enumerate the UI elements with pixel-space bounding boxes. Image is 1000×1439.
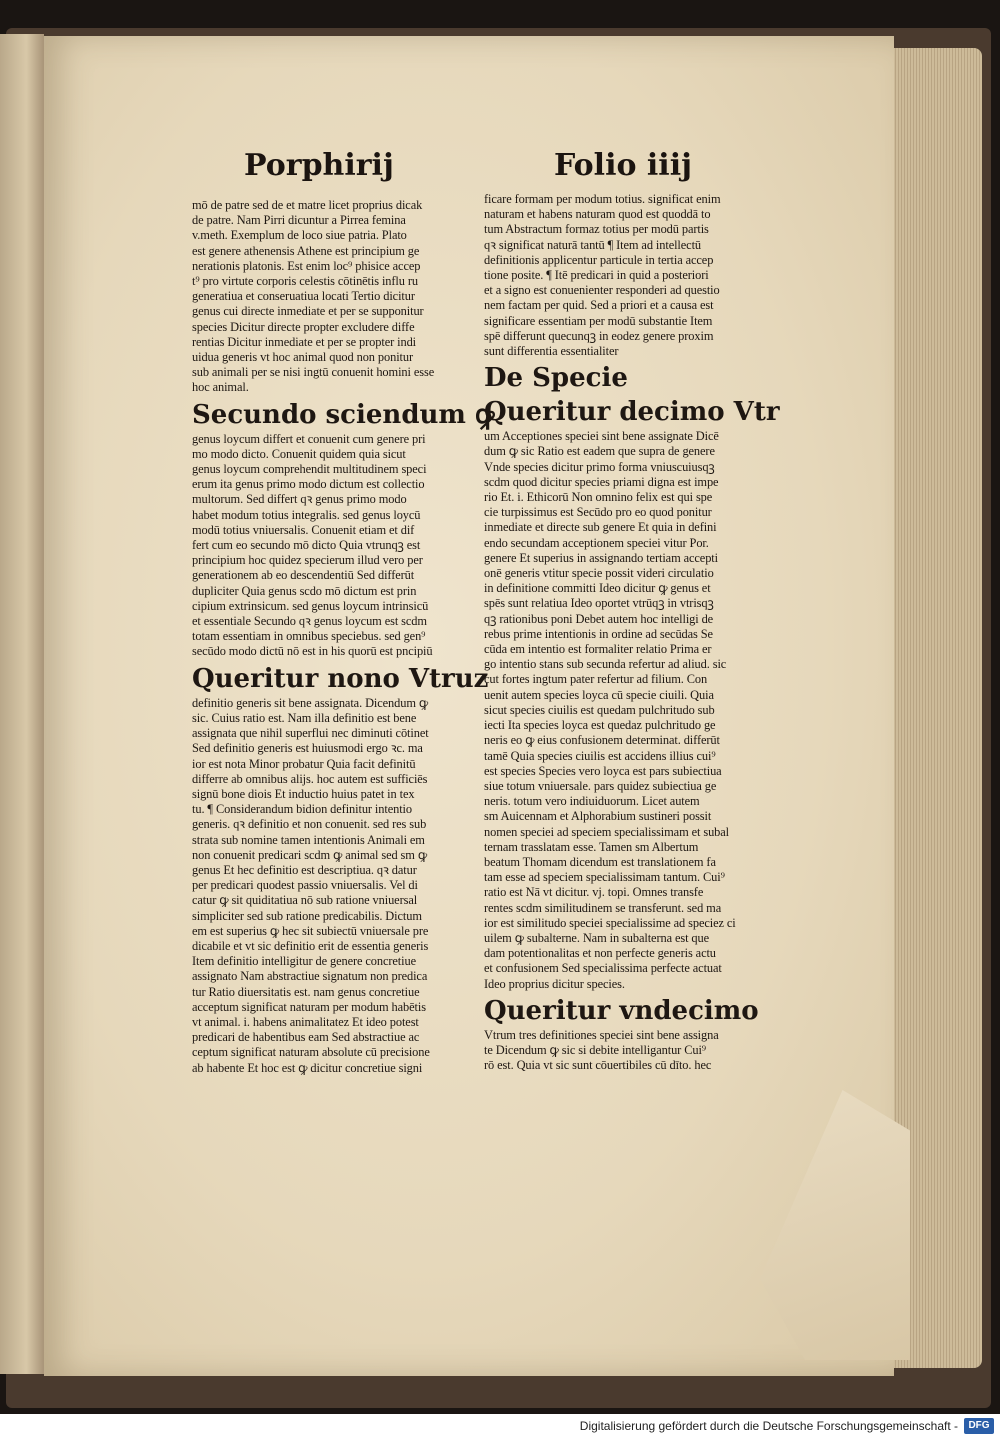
text-line: qꝛ significat naturā tantū ¶ Item ad intellectū xyxy=(484,237,702,252)
text-line: totam essentiam in omnibus speciebus. sed gen⁹ xyxy=(192,629,426,644)
text-line: Vtrum tres definitiones speciei sint bene assigna xyxy=(484,1027,719,1042)
text-line: qꝫ rationibus poni Debet autem hoc intelligi de xyxy=(484,611,714,626)
text-line: um Acceptiones speciei sint bene assignate Dicē xyxy=(484,429,719,444)
text-line: v.meth. Exemplum de loco siue patria. Plato xyxy=(192,228,407,243)
text-line: catur ꝙ sit quiditatiua nō sub ratione vniuersal xyxy=(192,893,418,908)
text-line: rentias Dicitur inmediate et per se propter indi xyxy=(192,334,417,349)
text-line: per predicari quodest passio vniuersalis. Vel di xyxy=(192,878,418,893)
text-line: sub animali per se nisi ingtū conuenit homini esse xyxy=(192,365,435,380)
text-line: neris eo ꝙ eius confusionem determinat. differūt xyxy=(484,733,720,748)
text-line: ior est similitudo speciei specialissime ad speciez ci xyxy=(484,915,736,930)
text-line: species Dicitur directe propter excludere diffe xyxy=(192,319,415,334)
text-line: de patre. Nam Pirri dicuntur a Pirrea femina xyxy=(192,213,406,228)
text-line: generationem ab eo descendentiū Sed differūt xyxy=(192,568,415,583)
text-line: modū totius vniuersalis. Conuenit etiam et dif xyxy=(192,522,415,537)
text-line: cipium extrinsicum. sed genus loycum intrinsicū xyxy=(192,598,429,613)
text-line: inmediate et directe sub genere Et quia in defini xyxy=(484,520,717,535)
text-line: dicabile et vt sic definitio erit de essentia generis xyxy=(192,938,429,953)
text-line: uidua generis vt hoc animal quod non ponitur xyxy=(192,350,413,365)
running-head-left: Porphirij xyxy=(244,148,394,183)
text-line: genere Et superius in assignando tertiam accepti xyxy=(484,550,718,565)
text-line: naturam et habens naturam quod est quoddā to xyxy=(484,207,711,222)
text-line: significare essentiam per modū substantie Item xyxy=(484,313,713,328)
text-line: acceptum significat naturam per modum habētis xyxy=(192,999,426,1014)
text-line: signū bone diois Et inductio huius patet in tex xyxy=(192,786,415,801)
text-line: sm Auicennam et Alphorabium sustineri possit xyxy=(484,809,712,824)
text-line: sicut species ciuilis est quedam pulchritudo sub xyxy=(484,702,715,717)
text-line: multorum. Sed differt qꝛ genus primo modo xyxy=(192,492,407,507)
text-line: tamē Quia species ciuilis est accidens illius cui⁹ xyxy=(484,748,716,763)
text-line: ceptum significat naturam absolute cū precisione xyxy=(192,1045,430,1060)
text-line: strata sub nomine tamen intentionis Animali em xyxy=(192,832,425,847)
text-line: onē generis vtitur specie possit videri circulatio xyxy=(484,566,714,581)
text-line: em est superius ꝙ hec sit subiectū vniuersale pre xyxy=(192,923,429,938)
text-line: sic. Cuius ratio est. Nam illa definitio est bene xyxy=(192,710,417,725)
text-line: mō de patre sed de et matre licet proprius dicak xyxy=(192,198,423,212)
text-line: assignato Nam abstractiue signatum non predica xyxy=(192,969,428,984)
section-heading: Queritur decimo Vtr xyxy=(484,397,780,428)
text-line: iecti Ita species loyca est quedaz pulchritudo ge xyxy=(484,718,716,733)
text-line: tione posite. ¶ Itē predicari in quid a posteriori xyxy=(484,268,709,283)
text-line: assignata que nihil superflui nec diminuti cōtinet xyxy=(192,726,429,741)
text-line: generis. qꝛ definitio et non conuenit. sed res sub xyxy=(192,817,427,832)
text-line: endo secundam acceptionem speciei vitur Por. xyxy=(484,535,709,550)
text-line: est genere athenensis Athene est principium ge xyxy=(192,243,420,258)
text-line: non conuenit predicari scdm ꝙ animal sed sm ꝙ xyxy=(192,847,428,862)
text-line: genus loycum differt et conuenit cum genere pri xyxy=(192,431,426,446)
text-line: nerationis platonis. Est enim loc⁹ phisice accep xyxy=(192,258,421,273)
section-heading: Queritur nono Vtruz xyxy=(192,663,489,694)
section-heading: Secundo sciendum ꝙ xyxy=(192,399,495,430)
text-line: definitio generis sit bene assignata. Dicendum ꝙ xyxy=(192,695,429,710)
text-line: scdm quod dicitur species priami digna est impe xyxy=(484,474,719,489)
text-line: ternam trasslatam esse. Tamen sm Albertum xyxy=(484,839,699,854)
text-line: Item definitio intelligitur de genere concretiue xyxy=(192,954,416,969)
text-line: et confusionem Sed specialissima perfecte actuat xyxy=(484,961,722,976)
text-line: spēs sunt relatiua Ideo oportet vtrūqꝫ in vtrisqꝫ xyxy=(484,596,714,611)
text-line: cie turpissimus est Secūdo pro eo quod ponitur xyxy=(484,505,712,520)
text-line: habet modum totius integralis. sed genus loycū xyxy=(192,507,421,522)
text-line: beatum Thomam dicendum est translationem fa xyxy=(484,854,716,869)
text-line: genus cui directe inmediate et per se supponitur xyxy=(192,304,424,319)
text-line: secūdo modo dictū nō est in his quorū est pncipiū xyxy=(192,644,433,659)
text-line: generatiua et conseruatiua locati Tertio dicitur xyxy=(192,289,415,304)
footer-bar xyxy=(0,1414,1000,1439)
text-line: rio Et. i. Ethicorū Non omnino felix est qui spe xyxy=(484,490,713,505)
text-line: in definitione committi Ideo dicitur ꝙ genus et xyxy=(484,581,711,596)
text-line: genus Et hec definitio est descriptiua. qꝛ datur xyxy=(192,862,417,877)
text-line: cut fortes ingtum pater refertur ad filium. Con xyxy=(484,672,708,687)
running-head-right: Folio iiij xyxy=(554,148,692,183)
footer-credit: Digitalisierung gefördert durch die Deutsche Forschungsgemeinschaft - xyxy=(579,1419,958,1433)
text-line: fert cum eo secundo mō dicto Quia vtrunqꝫ est xyxy=(192,538,421,553)
text-line: uilem ꝙ subalterne. Nam in subalterna est que xyxy=(484,930,710,945)
text-column-left xyxy=(192,198,495,1076)
text-line: ratio est Nā vt dicitur. vj. topi. Omnes transfe xyxy=(484,885,704,900)
text-line: t⁹ pro virtute corporis celestis cōtinētis influ ru xyxy=(192,274,418,289)
text-line: te Dicendum ꝙ sic si debite intelligantur Cui⁹ xyxy=(484,1042,707,1057)
text-line: vt animal. i. habens animalitatez Et ideo potest xyxy=(192,1014,419,1029)
text-line: et essentiale Secundo qꝛ genus loycum est scdm xyxy=(192,614,427,629)
text-line: genus loycum comprehendit multitudinem speci xyxy=(192,462,427,477)
text-line: dum ꝙ sic Ratio est eadem que supra de genere xyxy=(484,444,715,459)
text-line: spē differunt quecunqꝫ in eodez genere proxim xyxy=(484,328,714,343)
section-heading: De Specie xyxy=(484,363,628,394)
text-line: dam potentionalitas et non perfecte generis actu xyxy=(484,946,716,961)
text-line: est species Species vero loyca est pars subiectiua xyxy=(484,763,722,778)
text-line: rentes scdm similitudinem se transferunt. sed ma xyxy=(484,900,722,915)
text-line: differre ab omnibus alijs. hoc autem est sufficiēs xyxy=(192,771,428,786)
text-line: tam esse ad speciem specialissimam tantum. Cui⁹ xyxy=(484,870,725,885)
text-line: erum ita genus primo modo dictum est collectio xyxy=(192,477,425,492)
text-line: nomen speciei ad speciem specialissimam et subal xyxy=(484,824,730,839)
text-line: uenit autem species loyca cū specie ciuili. Quia xyxy=(484,687,714,702)
text-line: tum Abstractum formaz totius per modū partis xyxy=(484,222,709,237)
text-line: simpliciter sed sub ratione predicabilis. Dictum xyxy=(192,908,422,923)
text-line: Ideo proprius dicitur species. xyxy=(484,976,625,991)
text-line: rō est. Quia vt sic sunt cōuertibiles cū dīto. hec xyxy=(484,1058,712,1073)
text-line: mo modo dicto. Conuenit quidem quia sicut xyxy=(192,446,406,461)
book-page xyxy=(44,36,894,1376)
text-line: et a signo est conuenienter responderi ad questio xyxy=(484,283,720,298)
text-column-right xyxy=(484,192,784,1073)
text-line: hoc animal. xyxy=(192,380,249,395)
dfg-logo: DFG xyxy=(964,1418,994,1434)
text-line: tur Ratio diuersitatis est. nam genus concretiue xyxy=(192,984,420,999)
text-line: cūda em intentio est formaliter relatio Prima er xyxy=(484,642,712,657)
text-line: go intentio stans sub secunda refertur ad aliud. sic xyxy=(484,657,727,672)
text-line: Vnde species dicitur primo forma vniuscuiusqꝫ xyxy=(484,459,715,474)
text-line: siue totum vniuersale. pars quidez subiectiua ge xyxy=(484,778,717,793)
text-line: nem factam per quid. Sed a priori et a causa est xyxy=(484,298,714,313)
text-line: sunt differentia essentialiter xyxy=(484,344,619,359)
text-line: tu. ¶ Considerandum bidion definitur intentio xyxy=(192,802,412,817)
text-line: rebus prime intentionis in ordine ad secūdas Se xyxy=(484,626,713,641)
text-line: dupliciter Quia genus scdo mō dictum est prin xyxy=(192,583,417,598)
text-line: Sed definitio generis est huiusmodi ergo ꝛc. ma xyxy=(192,741,423,756)
section-heading: Queritur vndecimo xyxy=(484,995,759,1026)
left-page-edge xyxy=(0,34,44,1374)
text-line: predicari de habentibus eam Sed abstractiue ac xyxy=(192,1030,420,1045)
text-line: ficare formam per modum totius. significat enim xyxy=(484,192,721,206)
text-line: neris. totum vero indiuiduorum. Licet autem xyxy=(484,794,700,809)
text-line: ior est nota Minor probatur Quia facit definitū xyxy=(192,756,416,771)
text-line: principium hoc quidez specierum illud vero per xyxy=(192,553,423,568)
text-line: definitionis applicentur particule in tertia accep xyxy=(484,252,714,267)
text-line: ab habente Et hoc est ꝙ dicitur concretiue signi xyxy=(192,1060,423,1075)
